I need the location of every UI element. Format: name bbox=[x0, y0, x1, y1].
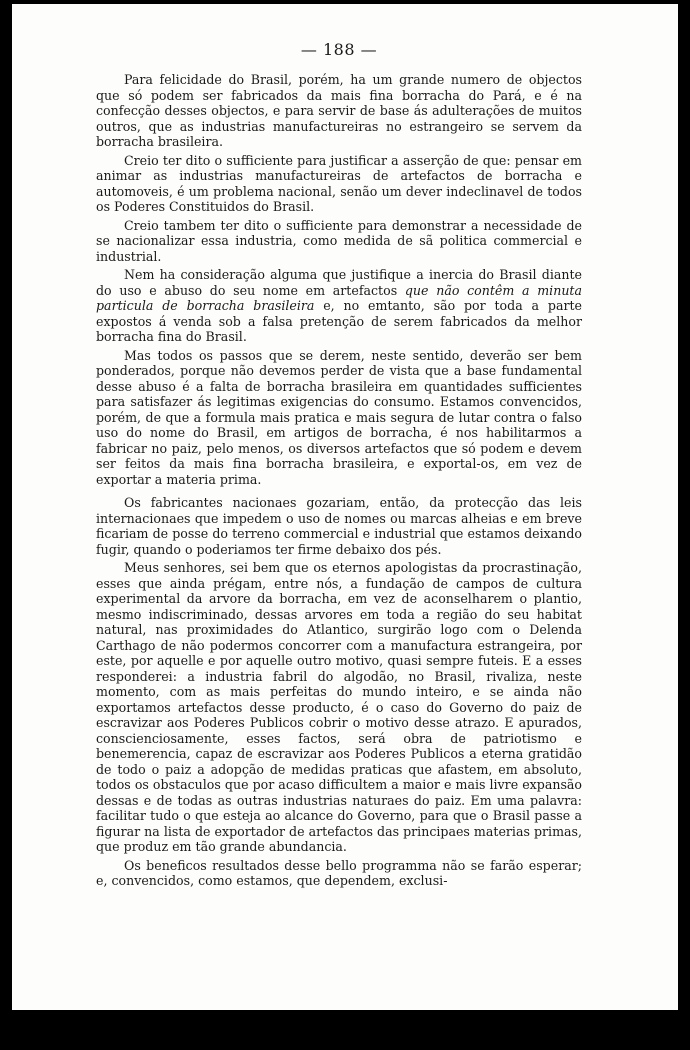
paragraph-1: Para felicidade do Brasil, porém, ha um grande numero de objectos que só podem ser fabricados da mais fina borracha do Pará, e é na confecção desses objectos, e para servir de base ás adulterações de muitos outros, que as industrias manufactureiras no estrangeiro se servem da borracha brasileira. bbox=[96, 72, 582, 149]
paragraph-3: Creio tambem ter dito o sufficiente para demonstrar a necessidade de se nacionalizar essa industria, como medida de sã politica commercial e industrial. bbox=[96, 217, 582, 264]
document-page bbox=[96, 40, 582, 892]
paragraph-7: Meus senhores, sei bem que os eternos apologistas da procrastinação, esses que ainda prégam, entre nós, a fundação de campos de cultura experimental da arvore da borracha, em vez de aconselharem o plantio, mesmo indiscriminado, dessas arvores em toda a região do seu habitat natural, nas proximidades do Atlantico, surgirão logo com o Delenda Carthago de não podermos concorrer com a manufactura estrangeira, por este, por aquelle e por aquelle outro motivo, quasi sempre futeis. E a esses responderei: a industria fabril do algodão, no Brasil, rivaliza, neste momento, com as mais perfeitas do mundo inteiro, e se ainda não exportamos artefactos desse producto, é o caso do Governo do paiz de escravizar aos Poderes Publicos cobrir o motivo desse atrazo. E apurados, conscienciosamente, esses factos, será obra de patriotismo e benemerencia, capaz de escravizar aos Poderes Publicos a eterna gratidão de todo o paiz a adopção de medidas praticas que afastem, em absoluto, todos os obstaculos que por acaso difficultem a maior e mais livre expansão dessas e de todas as outras industrias naturaes do paiz. Em uma palavra: facilitar tudo o que esteja ao alcance do Governo, para que o Brasil passe a figurar na lista de exportador de artefactos das principaes materias primas, que produz em tão grande abundancia. bbox=[96, 560, 582, 854]
paragraph-8: Os beneficos resultados desse bello programma não se farão esperar; e, convencidos, como estamos, que dependem, exclusi- bbox=[96, 857, 582, 888]
paragraph-2: Creio ter dito o sufficiente para justificar a asserção de que: pensar em animar as industrias manufactureiras de artefactos de borracha e automoveis, é um problema nacional, senão um dever indeclinavel de todos os Poderes Constituidos do Brasil. bbox=[96, 152, 582, 214]
paragraph-6: Os fabricantes nacionaes gozariam, então, da protecção das leis internacionaes que impedem o uso de nomes ou marcas alheias e em breve ficariam de posse do terreno commercial e industrial que estamos deixando fugir, quando o poderiamos ter firme debaixo dos pés. bbox=[96, 495, 582, 557]
paragraph-4-before: Nem ha consideração alguma que justifique a inercia do Brasil diante do uso e abuso do seu nome em artefactos bbox=[96, 267, 582, 298]
paragraph-5: Mas todos os passos que se derem, neste sentido, deverão ser bem ponderados, porque não devemos perder de vista que a base fundamental desse abuso é a falta de borracha brasileira em quantidades sufficientes para satisfazer ás legitimas exigencias do consumo. Estamos convencidos, porém, de que a formula mais pratica e mais segura de lutar contra o falso uso do nome do Brasil, em artigos de borracha, é nos habilitarmos a fabricar no paiz, pelo menos, os diversos artefactos que só podem e devem ser feitos da mais fina borracha brasileira, e exportal-os, em vez de exportar a materia prima. bbox=[96, 347, 582, 487]
paragraph-4-after: e, no emtanto, são por toda a parte expostos á venda sob a falsa pretenção de serem fabricados da melhor borracha fina do Brasil. bbox=[96, 298, 582, 344]
paragraph-4 bbox=[96, 267, 582, 345]
page-number: — 188 — bbox=[300, 40, 378, 59]
paragraph-4-italic: que não contêm a minuta particula de borracha brasileira bbox=[96, 282, 582, 313]
